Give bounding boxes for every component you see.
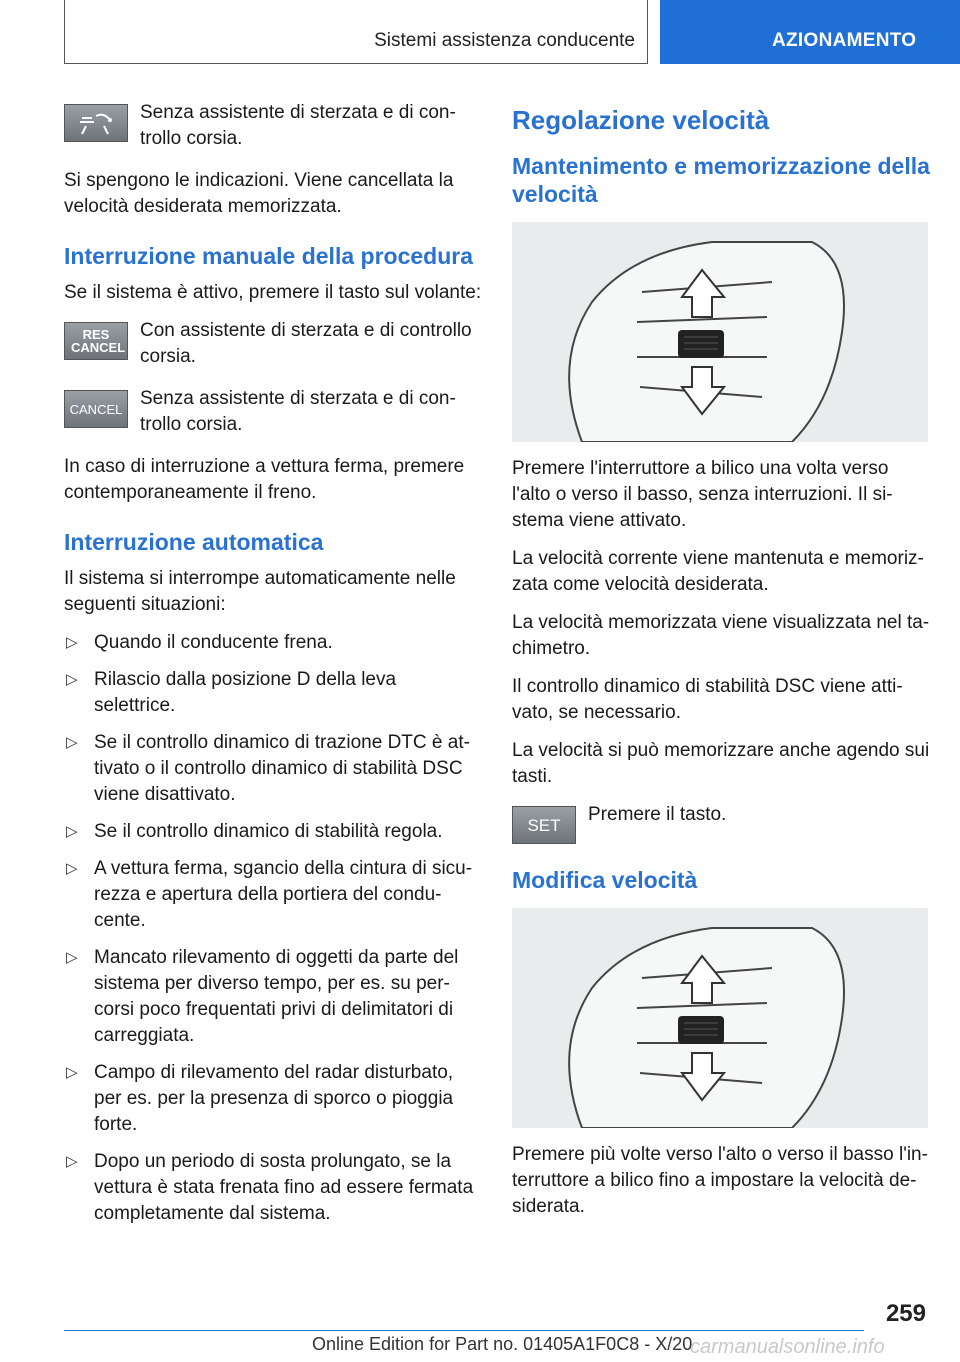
set-text: Premere il tasto. [588,804,727,825]
watermark: carmanualsonline.info [690,1336,885,1358]
set-label: SET [527,815,561,835]
heading-change-speed: Modifica velocità [512,867,698,893]
triangle-bullet-icon: ▷ [66,949,78,966]
paragraph: La velocità memorizzata viene visualizzata nel ta-chimetro. [512,612,930,659]
footer-edition: Online Edition for Part no. 01405A1F0C8 - X/20 [312,1334,693,1354]
cancel-text: Senza assistente di sterzata e di con-trollo corsia. [140,388,456,435]
lane-assist-icon [64,104,128,142]
set-key-row [512,802,930,844]
triangle-bullet-icon: ▷ [66,634,78,651]
res-cancel-key-row [64,318,482,370]
steering-wheel-rocker-illustration-2 [512,908,928,1128]
paragraph: Si spengono le indicazioni. Viene cancellata la velocità desiderata memorizzata. [64,170,454,217]
cancel-key-row [64,386,482,438]
paragraph: La velocità corrente viene mantenuta e memoriz-zata come velocità desiderata. [512,548,924,595]
triangle-bullet-icon: ▷ [66,823,78,840]
paragraph: Premere l'interruttore a bilico una volta verso l'alto o verso il basso, senza interruzioni. Il si-stema viene attivato. [512,458,893,531]
lane-assist-text: Senza assistente di sterzata e di con-trollo corsia. [140,102,456,149]
triangle-bullet-icon: ▷ [66,671,78,688]
left-column [64,100,482,1238]
triangle-bullet-icon: ▷ [66,1153,78,1170]
list-item: ▷ Rilascio dalla posizione D della leva selettrice. [66,669,397,716]
heading-auto-interrupt: Interruzione automatica [64,529,324,555]
list-item: ▷ Se il controllo dinamico di stabilità regola. [64,819,482,845]
set-button-icon [512,806,576,844]
bullet-list [64,630,482,1227]
list-item: ▷ Dopo un periodo di sosta prolungato, se la vettura è stata frenata fino ad essere fermata completamente dal sistema. [66,1151,474,1224]
triangle-bullet-icon: ▷ [66,734,78,751]
cancel-button-icon [64,390,128,428]
heading-maintain-store: Mantenimento e memorizzazione della velocità [512,153,930,207]
paragraph: Il sistema si interrompe automaticamente nelle seguenti situazioni: [64,568,456,615]
page-number: 259 [885,1300,926,1327]
paragraph: In caso di interruzione a vettura ferma, premere contemporaneamente il freno. [64,456,465,503]
list-item: ▷ Mancato rilevamento di oggetti da parte del sistema per diverso tempo, per es. su per-corsi poco frequentati privi di delimitatori di carreggiata. [66,947,459,1046]
cancel-label: CANCEL [69,401,123,417]
list-item: ▷ Campo di rilevamento del radar disturbato, per es. per la presenza di sporco o pioggia forte. [66,1062,454,1135]
res-cancel-button-icon [64,322,128,360]
heading-manual-interrupt: Interruzione manuale della procedura [64,243,473,269]
triangle-bullet-icon: ▷ [66,1064,78,1081]
header-section-box [64,0,648,64]
footer-divider [64,1330,864,1331]
triangle-bullet-icon: ▷ [66,860,78,877]
paragraph: Premere più volte verso l'alto o verso il basso l'in-terruttore a bilico fino a impostare la velocità de-siderata. [512,1144,928,1217]
header-chapter-label: AZIONAMENTO [772,30,917,51]
res-cancel-text: Con assistente di sterzata e di controllo corsia. [140,320,472,367]
list-item: ▷ Quando il conducente frena. [64,630,482,656]
paragraph: La velocità si può memorizzare anche agendo sui tasti. [512,740,930,787]
paragraph: Se il sistema è attivo, premere il tasto sul volante: [64,282,482,303]
steering-wheel-rocker-illustration [512,222,928,442]
list-item: ▷ A vettura ferma, sgancio della cintura di sicu-rezza e apertura della portiera del condu-cente. [66,858,473,931]
res-cancel-label: RES CANCEL [71,327,126,355]
list-item: ▷ Se il controllo dinamico di trazione DTC è at-tivato o il controllo dinamico di stabilità DSC viene disattivato. [66,732,470,805]
header-chapter-tab[interactable] [660,0,960,64]
paragraph: Il controllo dinamico di stabilità DSC viene atti-vato, se necessario. [512,676,903,723]
heading-speed-regulation: Regolazione velocità [512,105,770,135]
lane-assist-key-row [64,100,482,152]
right-column [512,104,930,1232]
header-section-title: Sistemi assistenza conducente [374,30,635,51]
